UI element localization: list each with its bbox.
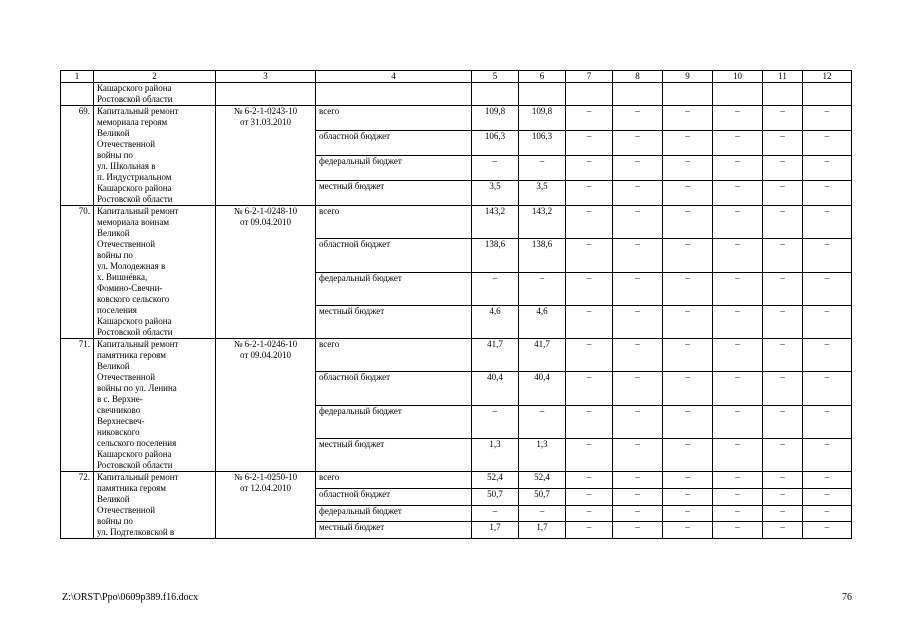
value-col-11: –	[763, 305, 803, 338]
value-col-11: –	[763, 156, 803, 181]
value-col-8: –	[613, 131, 663, 156]
funding-source: федеральный бюджет	[316, 405, 472, 438]
value-col-7: –	[566, 372, 613, 405]
value-col-5: 50,7	[472, 488, 519, 505]
funding-source: всего	[316, 472, 472, 489]
funding-source: федеральный бюджет	[316, 272, 472, 305]
document-reference	[216, 106, 316, 206]
object-name-line: Великой	[97, 228, 130, 238]
value-col-9: –	[663, 239, 713, 272]
column-number-8: 8	[613, 71, 663, 83]
object-name-line: памятника героям	[97, 350, 166, 360]
value-col-12: –	[803, 206, 852, 239]
value-col-10: –	[713, 239, 763, 272]
value-col-7: –	[566, 206, 613, 239]
object-name-line: войны по	[97, 516, 133, 526]
value-col-9: –	[663, 438, 713, 471]
value-col-9: –	[663, 472, 713, 489]
value-col-11: –	[763, 472, 803, 489]
value-col-10: –	[713, 206, 763, 239]
value-col-9: –	[663, 156, 713, 181]
funding-source: областной бюджет	[316, 372, 472, 405]
value-col-5: 3,5	[472, 181, 519, 206]
empty-cell	[763, 83, 803, 106]
value-col-6: 40,4	[519, 372, 566, 405]
value-col-9: –	[663, 339, 713, 372]
table-row	[61, 106, 852, 131]
object-name-line: войны по ул. Ленина	[97, 383, 177, 393]
object-name-line: Верхнесвеч-	[97, 416, 145, 426]
value-col-12: –	[803, 472, 852, 489]
funding-source: местный бюджет	[316, 438, 472, 471]
empty-cell	[663, 83, 713, 106]
empty-cell	[713, 83, 763, 106]
footer-file-path: Z:\ORST\Ppo\0609p389.f16.docx	[62, 592, 199, 603]
object-name-line: Капитальный ремонт	[97, 106, 179, 116]
value-col-12: –	[803, 106, 852, 131]
object-name	[94, 339, 216, 472]
value-col-8: –	[613, 156, 663, 181]
object-name-line: ул. Школьная в	[97, 161, 156, 171]
object-name-line: в с. Верхне-	[97, 394, 143, 404]
value-col-8: –	[613, 305, 663, 338]
value-col-8: –	[613, 272, 663, 305]
value-col-5: –	[472, 405, 519, 438]
row-number: 69.	[61, 106, 94, 206]
funding-source: федеральный бюджет	[316, 505, 472, 522]
footer-page-number: 76	[842, 592, 852, 603]
value-col-10: –	[713, 405, 763, 438]
funding-source: местный бюджет	[316, 305, 472, 338]
object-name-line: Отечественной	[97, 505, 156, 515]
value-col-6: 3,5	[519, 181, 566, 206]
table-row	[61, 472, 852, 489]
column-number-12: 12	[803, 71, 852, 83]
value-col-8: –	[613, 106, 663, 131]
column-number-7: 7	[566, 71, 613, 83]
value-col-10: –	[713, 305, 763, 338]
value-col-12: –	[803, 156, 852, 181]
value-col-9: –	[663, 372, 713, 405]
value-col-7: –	[566, 239, 613, 272]
value-col-11: –	[763, 522, 803, 539]
object-name	[94, 472, 216, 539]
column-number-6: 6	[519, 71, 566, 83]
empty-cell	[216, 83, 316, 106]
value-col-10: –	[713, 522, 763, 539]
object-name-line: Кашарского района	[97, 183, 172, 193]
column-number-3: 3	[216, 71, 316, 83]
object-name-line: Капитальный ремонт	[97, 206, 179, 216]
value-col-9: –	[663, 206, 713, 239]
object-name	[94, 206, 216, 339]
funding-source: всего	[316, 206, 472, 239]
value-col-7: –	[566, 472, 613, 489]
column-number-5: 5	[472, 71, 519, 83]
object-name-line: Ростовской области	[97, 327, 173, 337]
value-col-12: –	[803, 181, 852, 206]
value-col-10: –	[713, 505, 763, 522]
value-col-5: 41,7	[472, 339, 519, 372]
value-col-8: –	[613, 472, 663, 489]
value-col-11: –	[763, 505, 803, 522]
value-col-8: –	[613, 405, 663, 438]
value-col-7: –	[566, 505, 613, 522]
funding-source: местный бюджет	[316, 522, 472, 539]
object-name-line: поселения	[97, 305, 137, 315]
value-col-5: 106,3	[472, 131, 519, 156]
value-col-6: –	[519, 405, 566, 438]
value-col-12: –	[803, 305, 852, 338]
value-col-8: –	[613, 522, 663, 539]
value-col-8: –	[613, 488, 663, 505]
object-name-line: Великой	[97, 494, 130, 504]
value-col-5: 52,4	[472, 472, 519, 489]
row-number	[61, 83, 94, 106]
value-col-7: –	[566, 438, 613, 471]
value-col-9: –	[663, 522, 713, 539]
value-col-9: –	[663, 488, 713, 505]
value-col-5: 1,7	[472, 522, 519, 539]
value-col-6: –	[519, 156, 566, 181]
value-col-10: –	[713, 156, 763, 181]
value-col-11: –	[763, 206, 803, 239]
value-col-11: –	[763, 405, 803, 438]
object-name-line: Кашарского района	[97, 316, 172, 326]
value-col-7: –	[566, 156, 613, 181]
object-name-line: Отечественной	[97, 139, 156, 149]
value-col-6: 50,7	[519, 488, 566, 505]
column-number-4: 4	[316, 71, 472, 83]
value-col-11: –	[763, 339, 803, 372]
value-col-12: –	[803, 522, 852, 539]
value-col-10: –	[713, 106, 763, 131]
data-table	[60, 70, 852, 539]
object-name-line: Кашарского района	[97, 83, 172, 93]
object-name-line: Кашарского района	[97, 449, 172, 459]
value-col-12: –	[803, 239, 852, 272]
object-name-line: ул. Молодежная в	[97, 261, 166, 271]
value-col-7: –	[566, 272, 613, 305]
value-col-12: –	[803, 405, 852, 438]
value-col-11: –	[763, 372, 803, 405]
document-reference-line: от 09.04.2010	[239, 217, 292, 227]
empty-cell	[472, 83, 519, 106]
document-reference-line: от 31.03.2010	[239, 117, 292, 127]
object-name-line: сельского поселения	[97, 438, 177, 448]
object-name-line: войны по	[97, 150, 133, 160]
value-col-6: 143,2	[519, 206, 566, 239]
funding-source: местный бюджет	[316, 181, 472, 206]
object-name-line: мемориала героям	[97, 117, 168, 127]
header-row	[61, 71, 852, 83]
object-name-line: Отечественной	[97, 372, 156, 382]
value-col-7: –	[566, 131, 613, 156]
value-col-12: –	[803, 505, 852, 522]
object-name-line: Ростовской области	[97, 460, 173, 470]
funding-source: областной бюджет	[316, 239, 472, 272]
document-reference-line: от 12.04.2010	[239, 483, 292, 493]
value-col-6: –	[519, 505, 566, 522]
value-col-6: 106,3	[519, 131, 566, 156]
value-col-9: –	[663, 272, 713, 305]
value-col-10: –	[713, 272, 763, 305]
column-number-2: 2	[94, 71, 216, 83]
value-col-5: 40,4	[472, 372, 519, 405]
value-col-12: –	[803, 131, 852, 156]
object-name-line: х. Вишнёвка,	[97, 272, 148, 282]
value-col-7: –	[566, 405, 613, 438]
value-col-12: –	[803, 272, 852, 305]
value-col-11: –	[763, 272, 803, 305]
value-col-7: –	[566, 339, 613, 372]
value-col-8: –	[613, 206, 663, 239]
value-col-10: –	[713, 372, 763, 405]
object-name-line: никовского	[97, 427, 140, 437]
value-col-6: 1,7	[519, 522, 566, 539]
value-col-10: –	[713, 131, 763, 156]
row-number: 70.	[61, 206, 94, 339]
value-col-11: –	[763, 181, 803, 206]
object-name-line: свечниково	[97, 405, 141, 415]
object-name	[94, 83, 216, 106]
value-col-10: –	[713, 181, 763, 206]
column-number-11: 11	[763, 71, 803, 83]
value-col-7: –	[566, 305, 613, 338]
value-col-6: 4,6	[519, 305, 566, 338]
document-reference-line: № 6-2-1-0246-10	[233, 339, 298, 349]
value-col-5: –	[472, 156, 519, 181]
object-name-line: Капитальный ремонт	[97, 339, 179, 349]
value-col-5: 4,6	[472, 305, 519, 338]
value-col-12: –	[803, 438, 852, 471]
value-col-6: –	[519, 272, 566, 305]
value-col-6: 52,4	[519, 472, 566, 489]
empty-cell	[519, 83, 566, 106]
value-col-11: –	[763, 488, 803, 505]
funding-source: всего	[316, 106, 472, 131]
value-col-12: –	[803, 339, 852, 372]
value-col-10: –	[713, 438, 763, 471]
value-col-8: –	[613, 372, 663, 405]
value-col-11: –	[763, 131, 803, 156]
value-col-5: 138,6	[472, 239, 519, 272]
funding-source: всего	[316, 339, 472, 372]
funding-source: областной бюджет	[316, 131, 472, 156]
value-col-7: –	[566, 181, 613, 206]
value-col-9: –	[663, 305, 713, 338]
object-name-line: Ростовской области	[97, 94, 173, 104]
object-name-line: ул. Подтелковской в	[97, 527, 175, 537]
value-col-8: –	[613, 505, 663, 522]
empty-cell	[613, 83, 663, 106]
value-col-10: –	[713, 488, 763, 505]
document-reference-line: № 6-2-1-0243-10	[233, 106, 298, 116]
document-reference	[216, 339, 316, 472]
value-col-5: –	[472, 505, 519, 522]
row-number: 71.	[61, 339, 94, 472]
value-col-10: –	[713, 472, 763, 489]
object-name-line: мемориала воинам	[97, 217, 170, 227]
document-reference-line: № 6-2-1-0248-10	[233, 206, 298, 216]
value-col-11: –	[763, 239, 803, 272]
value-col-6: 138,6	[519, 239, 566, 272]
empty-cell	[566, 83, 613, 106]
value-col-9: –	[663, 106, 713, 131]
object-name-line: Великой	[97, 128, 130, 138]
object-name-line: ковского сельского	[97, 294, 170, 304]
value-col-5: 143,2	[472, 206, 519, 239]
row-number: 72.	[61, 472, 94, 539]
document-reference	[216, 472, 316, 539]
object-name-line: памятника героям	[97, 483, 166, 493]
object-name-line: п. Индустриальном	[97, 172, 172, 182]
value-col-12: –	[803, 488, 852, 505]
object-name	[94, 106, 216, 206]
empty-cell	[316, 83, 472, 106]
value-col-11: –	[763, 106, 803, 131]
value-col-5: 1,3	[472, 438, 519, 471]
value-col-11: –	[763, 438, 803, 471]
value-col-9: –	[663, 181, 713, 206]
value-col-7: –	[566, 488, 613, 505]
funding-source: областной бюджет	[316, 488, 472, 505]
table-row	[61, 339, 852, 372]
object-name-line: войны по	[97, 250, 133, 260]
object-name-line: Фомино-Свечни-	[97, 283, 163, 293]
object-name-line: Ростовской области	[97, 194, 173, 204]
value-col-6: 109,8	[519, 106, 566, 131]
document-reference-line: № 6-2-1-0250-10	[233, 472, 298, 482]
value-col-12: –	[803, 372, 852, 405]
value-col-9: –	[663, 505, 713, 522]
value-col-8: –	[613, 339, 663, 372]
funding-source: федеральный бюджет	[316, 156, 472, 181]
object-name-line: Отечественной	[97, 239, 156, 249]
object-name-line: Капитальный ремонт	[97, 472, 179, 482]
value-col-9: –	[663, 131, 713, 156]
value-col-5: 109,8	[472, 106, 519, 131]
value-col-10: –	[713, 339, 763, 372]
value-col-8: –	[613, 181, 663, 206]
continuation-row	[61, 83, 852, 106]
value-col-7: –	[566, 106, 613, 131]
value-col-6: 41,7	[519, 339, 566, 372]
value-col-6: 1,3	[519, 438, 566, 471]
table-row	[61, 206, 852, 239]
object-name-line: Великой	[97, 361, 130, 371]
value-col-5: –	[472, 272, 519, 305]
value-col-8: –	[613, 438, 663, 471]
value-col-7: –	[566, 522, 613, 539]
document-reference	[216, 206, 316, 339]
column-number-1: 1	[61, 71, 94, 83]
column-number-10: 10	[713, 71, 763, 83]
value-col-8: –	[613, 239, 663, 272]
empty-cell	[803, 83, 852, 106]
document-reference-line: от 09.04.2010	[239, 350, 292, 360]
column-number-9: 9	[663, 71, 713, 83]
value-col-9: –	[663, 405, 713, 438]
